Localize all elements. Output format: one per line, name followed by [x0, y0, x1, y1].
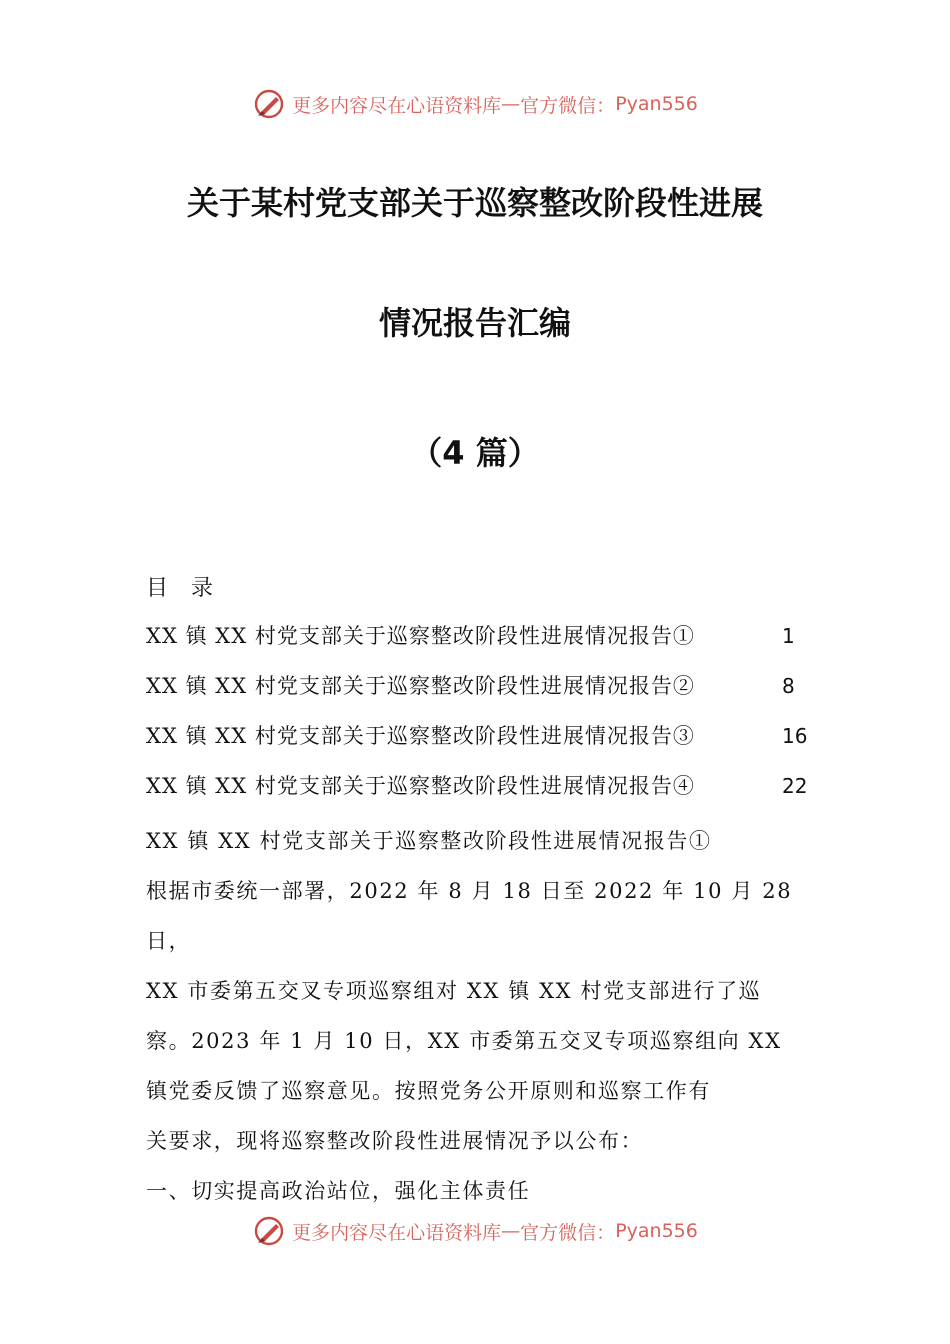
toc-item-page: 1 — [782, 624, 795, 648]
toc-item[interactable] — [146, 716, 846, 766]
article-line: 根据市委统一部署，2022 年 8 月 18 日至 2022 年 10 月 28 日， — [146, 879, 793, 953]
footer-banner — [0, 1211, 950, 1251]
toc-list — [146, 616, 846, 816]
banner-wechat-label: 官方微信： — [520, 1221, 616, 1244]
banner-account: Pyan556 — [615, 1220, 698, 1242]
section-heading: 一、切实提高政治站位，强化主体责任 — [146, 1179, 531, 1203]
doc-title-line2: 情况报告汇编 — [378, 304, 571, 342]
article-line: 关要求，现将巡察整改阶段性进展情况予以公布： — [146, 1129, 644, 1153]
banner-wechat-label: 官方微信： — [520, 94, 616, 117]
article-body — [146, 816, 812, 1216]
article-line: 察。2023 年 1 月 10 日，XX 市委第五交叉专项巡察组向 XX — [146, 1029, 782, 1053]
article-heading: XX 镇 XX 村党支部关于巡察整改阶段性进展情况报告① — [146, 829, 712, 853]
toc-item-label: XX 镇 XX 村党支部关于巡察整改阶段性进展情况报告② — [146, 674, 695, 698]
banner-site-text: 更多内容尽在心语资料库 — [292, 94, 502, 117]
toc-item[interactable] — [146, 666, 846, 716]
banner-dash: — — [501, 93, 521, 115]
banner-site-text: 更多内容尽在心语资料库 — [292, 1221, 502, 1244]
banner-dash: — — [501, 1220, 521, 1242]
banner-account: Pyan556 — [615, 93, 698, 115]
toc-item-label: XX 镇 XX 村党支部关于巡察整改阶段性进展情况报告① — [146, 624, 695, 648]
toc-item-label: XX 镇 XX 村党支部关于巡察整改阶段性进展情况报告④ — [146, 774, 695, 798]
pen-logo-icon — [252, 87, 286, 121]
doc-title-line1: 关于某村党支部关于巡察整改阶段性进展 — [186, 184, 763, 222]
header-banner — [0, 84, 950, 124]
article-line: XX 市委第五交叉专项巡察组对 XX 镇 XX 村党支部进行了巡 — [146, 979, 762, 1003]
article-line: 镇党委反馈了巡察意见。按照党务公开原则和巡察工作有 — [146, 1079, 711, 1103]
toc-item-page: 22 — [782, 774, 808, 798]
toc-item[interactable] — [146, 766, 846, 816]
toc-heading: 目 录 — [146, 576, 221, 601]
toc-item[interactable] — [146, 616, 846, 666]
doc-title-count: （4 篇） — [410, 434, 540, 472]
toc-item-page: 16 — [782, 724, 808, 748]
toc-item-label: XX 镇 XX 村党支部关于巡察整改阶段性进展情况报告③ — [146, 724, 695, 748]
toc-item-page: 8 — [782, 674, 795, 698]
pen-logo-icon — [252, 1214, 286, 1248]
